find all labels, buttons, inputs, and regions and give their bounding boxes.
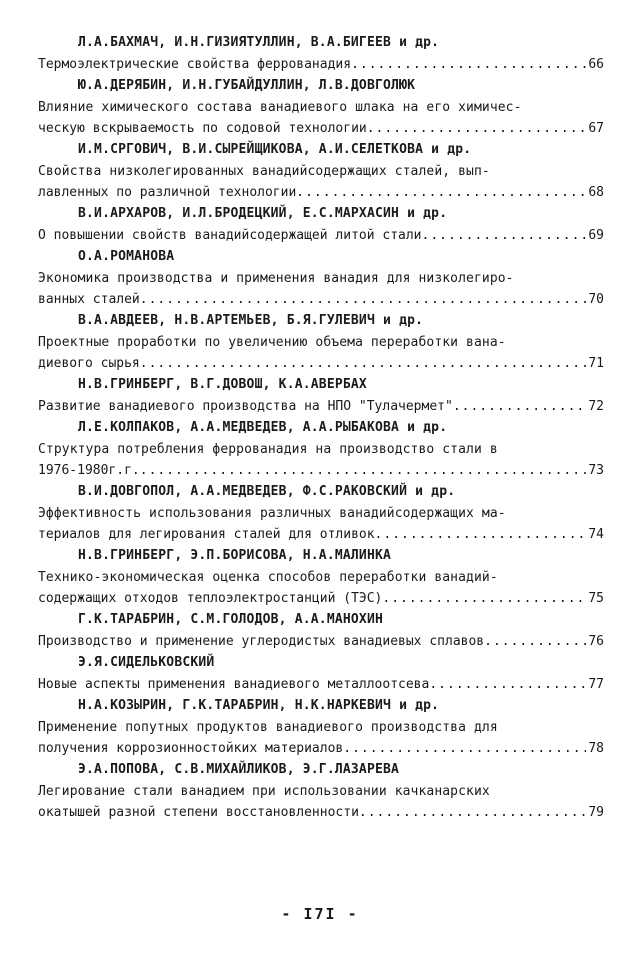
entry-authors: Л.А.БАХМАЧ, И.Н.ГИЗИЯТУЛЛИН, В.А.БИГЕЕВ и др. [78,35,440,50]
entry-title-text: Развитие ванадиевого производства на НПО "Тулачермет" [38,399,453,414]
entry-title-last-line [38,118,604,139]
entry-title-text: Производство и применение углеродистых ванадиевых сплавов [38,634,485,649]
entry-page-number: 71 [588,356,604,371]
entry-title-text: получения коррозионностойких материалов [38,741,344,756]
entry-authors: О.А.РОМАНОВА [78,249,175,264]
entry-page-number: 76 [588,634,604,649]
dot-leader [422,225,587,246]
toc-entry [38,75,604,139]
entry-title-text: окатышей разной степени восстановленности [38,805,359,820]
entry-title-line: Экономика производства и применения ванадия для низколегиро- [38,271,514,286]
toc-entry [38,32,604,75]
entry-authors: В.И.ДОВГОПОЛ, А.А.МЕДВЕДЕВ, Ф.С.РАКОВСКИЙ и др. [78,484,456,499]
entry-title-last-line [38,802,604,823]
entry-page-number: 67 [588,121,604,136]
entry-title-line: Свойства низколегированных ванадийсодержащих сталей, вып- [38,164,490,179]
dot-leader [359,802,586,823]
page-number: - I7I - [281,905,359,923]
dot-leader [140,353,587,374]
entry-authors: Г.К.ТАРАБРИН, С.М.ГОЛОДОВ, А.А.МАНОХИН [78,612,384,627]
entry-title-line: Легирование стали ванадием при использовании качканарских [38,784,490,799]
entry-title-text: ческую вскрываемость по содовой технологии [38,121,367,136]
entry-title-last-line [38,396,604,417]
entry-title-text: ванных сталей [38,292,140,307]
dot-leader [484,631,586,652]
toc-entry [38,652,604,695]
entry-title-last-line [38,182,604,203]
entry-page-number: 68 [588,185,604,200]
entry-title-last-line [38,289,604,310]
entry-title-text: Новые аспекты применения ванадиевого металлоотсева [38,677,430,692]
table-of-contents [38,32,604,823]
entry-authors: Н.А.КОЗЫРИН, Г.К.ТАРАБРИН, Н.К.НАРКЕВИЧ и др. [78,698,440,713]
entry-title-line: Эффективность использования различных ванадийсодержащих ма- [38,506,506,521]
entry-page-number: 78 [588,741,604,756]
dot-leader [343,738,586,759]
entry-authors: Ю.А.ДЕРЯБИН, И.Н.ГУБАЙДУЛЛИН, Л.В.ДОВГОЛЮК [78,78,416,93]
entry-authors: В.И.АРХАРОВ, И.Л.БРОДЕЦКИЙ, Е.С.МАРХАСИН и др. [78,206,448,221]
entry-page-number: 70 [588,292,604,307]
toc-entry [38,417,604,481]
entry-authors: Н.В.ГРИНБЕРГ, Э.П.БОРИСОВА, Н.А.МАЛИНКА [78,548,392,563]
entry-page-number: 74 [588,527,604,542]
toc-entry [38,481,604,545]
entry-page-number: 66 [588,57,604,72]
dot-leader [453,396,587,417]
dot-leader [351,54,586,75]
entry-page-number: 77 [588,677,604,692]
entry-title-text: О повышении свойств ванадийсодержащей литой стали [38,228,422,243]
entry-title-line: Влияние химического состава ванадиевого шлака на его химичес- [38,100,522,115]
entry-page-number: 73 [588,463,604,478]
dot-leader [382,588,586,609]
entry-title-last-line [38,460,604,481]
entry-title-text: 1976-1980г.г. [38,463,140,478]
entry-title-text: содержащих отходов теплоэлектростанций (ТЭС) [38,591,383,606]
entry-authors: Л.Е.КОЛПАКОВ, А.А.МЕДВЕДЕВ, А.А.РЫБАКОВА и др. [78,420,448,435]
dot-leader [375,524,587,545]
entry-title-text: диевого сырья [38,356,140,371]
entry-title-line: Структура потребления феррованадия на производство стали в [38,442,498,457]
toc-entry [38,374,604,417]
toc-entry [38,759,604,823]
entry-title-last-line [38,54,604,75]
entry-authors: Э.Я.СИДЕЛЬКОВСКИЙ [78,655,215,670]
entry-title-last-line [38,738,604,759]
toc-entry [38,310,604,374]
entry-title-last-line [38,524,604,545]
dot-leader [296,182,586,203]
toc-entry [38,139,604,203]
toc-entry [38,246,604,310]
entry-title-text: лавленных по различной технологии [38,185,297,200]
entry-authors: Н.В.ГРИНБЕРГ, В.Г.ДОВОШ, К.А.АВЕРБАХ [78,377,367,392]
entry-authors: Э.А.ПОПОВА, С.В.МИХАЙЛИКОВ, Э.Г.ЛАЗАРЕВА [78,762,400,777]
toc-entry [38,545,604,609]
entry-title-line: Технико-экономическая оценка способов переработки ванадий- [38,570,498,585]
entry-title-last-line [38,631,604,652]
dot-leader [140,289,587,310]
entry-title-text: Термоэлектрические свойства феррованадия [38,57,352,72]
entry-page-number: 72 [588,399,604,414]
dot-leader [429,674,586,695]
entry-title-last-line [38,225,604,246]
entry-title-last-line [38,674,604,695]
entry-title-text: териалов для легирования сталей для отливок [38,527,375,542]
entry-page-number: 79 [588,805,604,820]
dot-leader [140,460,587,481]
entry-authors: В.А.АВДЕЕВ, Н.В.АРТЕМЬЕВ, Б.Я.ГУЛЕВИЧ и др. [78,313,424,328]
toc-entry [38,203,604,246]
entry-title-last-line [38,353,604,374]
toc-entry [38,695,604,759]
dot-leader [367,118,587,139]
entry-page-number: 75 [588,591,604,606]
entry-title-line: Применение попутных продуктов ванадиевого производства для [38,720,498,735]
entry-page-number: 69 [588,228,604,243]
toc-entry [38,609,604,652]
entry-authors: И.М.СРГОВИЧ, В.И.СЫРЕЙЩИКОВА, А.И.СЕЛЕТКОВА и др. [78,142,472,157]
entry-title-line: Проектные проработки по увеличению объема переработки вана- [38,335,506,350]
entry-title-last-line [38,588,604,609]
